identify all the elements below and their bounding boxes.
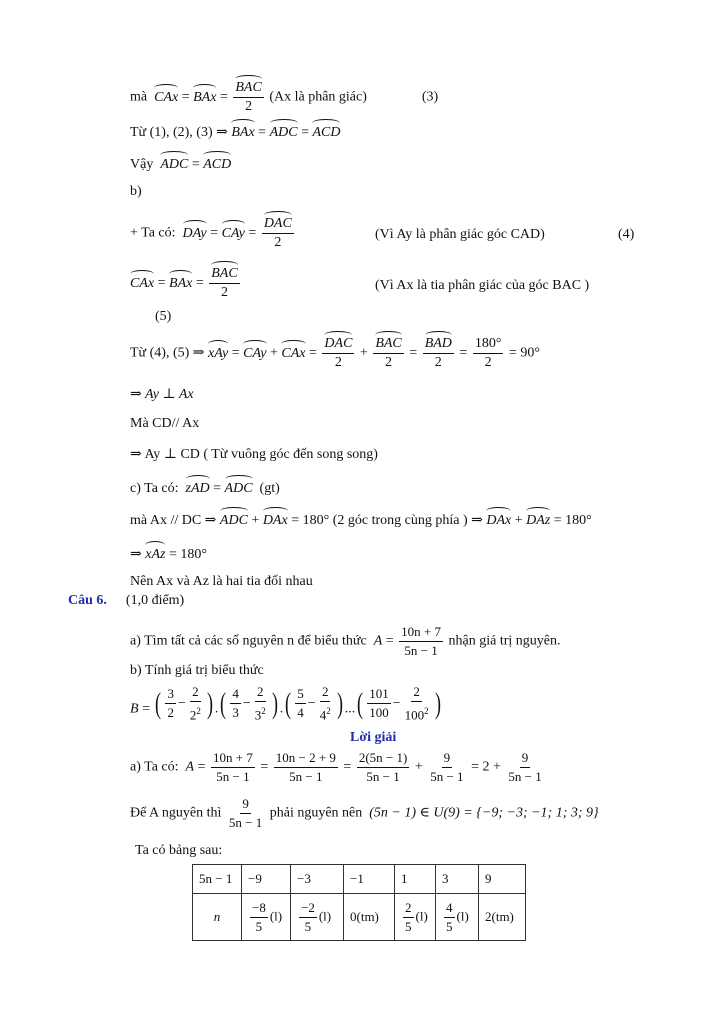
- proof-line-10: Mà CD// Ax: [130, 416, 200, 431]
- proof-line-1: mà CAx = BAx = $\frac{\text{BAC}}{2}$ (Ax là phân giác) (3): [130, 80, 439, 114]
- part-b-label: b): [130, 184, 142, 199]
- proof-line-9: ⇒ Ay ⊥ Ax: [130, 387, 194, 402]
- proof-line-13: mà Ax // DC ⇒ ADC + DAx = 180° (2 góc trong cùng phía ) ⇒ DAx + DAz = 180°: [130, 513, 592, 528]
- question-6-header: [68, 593, 184, 609]
- table-intro: Ta có bảng sau:: [135, 843, 223, 858]
- proof-line-14: ⇒ xAz = 180°: [130, 547, 207, 562]
- values-table: [192, 864, 526, 941]
- question-label: Câu 6.: [68, 593, 107, 608]
- table-row: 5n − 1 −9 −3 −1 1 3 9: [193, 865, 526, 894]
- angle-cax: CAx: [154, 89, 179, 105]
- question-a: a) Tìm tất cả các số nguyên n để biểu thức A = $\frac{10n + 7}{5n - 1}$ nhận giá trị nguyên.: [130, 624, 561, 658]
- num-5: (5): [155, 309, 172, 324]
- solution-heading: Lời giải: [350, 730, 397, 745]
- proof-line-15: Nên Ax và Az là hai tia đối nhau: [130, 574, 313, 589]
- proof-line-11: ⇒ Ay ⊥ CD ( Từ vuông góc đến song song): [130, 447, 378, 462]
- solution-a: a) Ta có: A = $\frac{10n + 7}{5n - 1}$ = $\frac{10n - 2 + 9}{5n - 1}$ = $\frac{2(5n - 1)}{5n - 1}$ + $\frac{9}{5n - 1}$ = 2 + $\frac{9}{5n - 1}$: [130, 750, 542, 784]
- proof-line-2: Từ (1), (2), (3) ⇒ BAx = ADC = ACD: [130, 125, 341, 140]
- condition-line: Để A nguyên thì $\frac{9}{5n - 1}$ phải nguyên nên (5n − 1) ∈ U(9) = {−9; −3; −1; 1; 3; 9}: [130, 796, 599, 830]
- question-b: b) Tính giá trị biểu thức: [130, 663, 264, 678]
- question-points: (1,0 điểm): [125, 593, 185, 608]
- angle-bax: BAx: [193, 89, 217, 105]
- fraction-bac-over-2: $\frac{\text{BAC}}{2}$: [235, 80, 262, 114]
- proof-line-12: c) Ta có: zAD = ADC (gt): [130, 481, 280, 496]
- proof-line-8: Từ (4), (5) ⇒ xAy = CAy + CAx = $\frac{\text{DAC}}{2}$ + $\frac{\text{BAC}}{2}$ = $\frac{\text{BAD}}{2}$ = $\frac{180^\circ}{2}$ = 90°: [130, 336, 540, 370]
- proof-line-6: CAx = BAx = $\frac{\text{BAC}}{2}$: [130, 266, 238, 300]
- note-5: (Vì Ax là tia phân giác của góc BAC ): [375, 278, 590, 293]
- table-row: n $\frac{-8}{5}$ (l) $\frac{-2}{5}$ (l) 0(tm) $\frac{2}{5}$ (l) $\frac{4}{5}$ (l) 2(tm): [193, 894, 526, 941]
- expression-b: B = ( $\frac{3}{2}$ − $\frac{2}{2^2}$ ) . ( $\frac{4}{3}$ − $\frac{2}{3^2}$ ) . ( $\frac{5}{4}$ − $\frac{2}{4^2}$ ) ... ( $\frac{101}{100}$ − $\frac{2}{100^2}$ ): [130, 684, 441, 723]
- note-4: (Vì Ay là phân giác góc CAD): [375, 227, 545, 242]
- proof-line-3: Vậy ADC = ACD: [130, 157, 232, 172]
- num-4: (4): [618, 227, 635, 242]
- proof-line-5: + Ta có: DAy = CAy = $\frac{\text{DAC}}{2}$: [130, 216, 292, 250]
